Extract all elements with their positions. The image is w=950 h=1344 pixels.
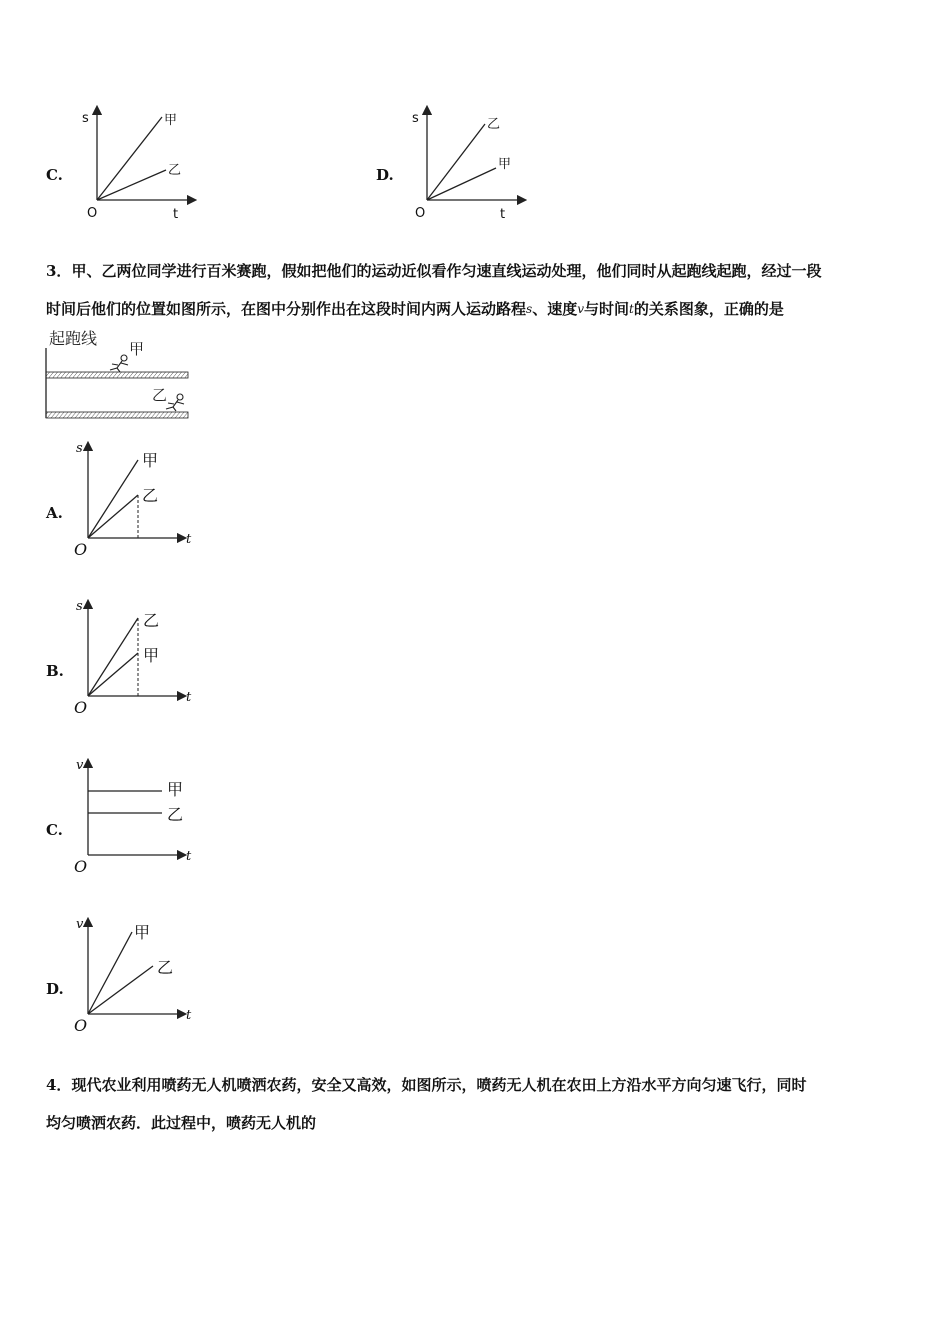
origin-label: O [74,540,88,558]
lower-line-label: 甲 [143,646,160,665]
prev-option-c-graph [70,100,200,225]
x-axis-label: t [173,207,179,222]
lower-line-label: 乙 [167,805,184,824]
line-upper [88,460,138,538]
runner-b-label: 乙 [152,386,168,404]
line-lower [97,170,166,200]
prev-option-d-graph [400,100,530,225]
runner-a-icon [110,355,128,372]
lower-line-label: 乙 [168,163,182,178]
x-axis-label: t [186,849,192,864]
line-lower [88,495,138,538]
option-b-label: B. [46,662,64,680]
y-axis-label: s [412,111,419,126]
question-4-number: 4． [46,1076,72,1094]
lower-line-label: 甲 [498,157,512,172]
question-3-number: 3． [46,262,72,280]
y-axis-label: s [82,111,89,126]
var-s: s [526,302,533,316]
question-3-line2-a: 时间后他们的位置如图所示，在图中分别作出在这段时间内两人运动路程 [46,300,527,318]
line-lower [88,653,138,696]
upper-line-label: 甲 [167,780,184,799]
upper-line-label: 乙 [143,611,160,630]
var-v: v [577,302,584,316]
var-t: t [629,302,634,316]
line-upper [97,117,162,200]
question-4-text [46,1066,916,1142]
origin-label: O [74,857,88,875]
question-3-line2-d: 的关系图象，正确的是 [633,300,784,318]
upper-line-label: 乙 [487,117,501,132]
origin-label: O [74,698,88,716]
option-a-label: A. [46,504,63,522]
y-axis-label: v [76,917,84,932]
race-track-figure [44,326,194,424]
question-3-line1: 甲、乙两位同学进行百米赛跑，假如把他们的运动近似看作匀速直线运动处理，他们同时从起跑线起跑，经过一段 [71,262,822,280]
origin-label: O [87,206,98,221]
option-c-label: C. [46,821,63,839]
upper-line-label: 甲 [134,923,151,942]
x-axis-label: t [186,532,192,547]
y-axis-label: s [76,599,83,614]
runner-a-label: 甲 [129,340,145,358]
upper-line-label: 甲 [142,451,159,470]
runner-b-icon [166,394,184,411]
x-axis-label: t [186,1008,192,1023]
prev-option-d-label: D. [376,166,394,184]
track-bottom [46,412,188,418]
y-axis-label: s [76,441,83,456]
lower-line-label: 乙 [142,486,159,505]
question-4-line1: 现代农业利用喷药无人机喷洒农药，安全又高效，如图所示，喷药无人机在农田上方沿水平方向匀速飞行，同时 [71,1076,807,1094]
lower-line-label: 乙 [157,958,174,977]
option-d-graph [70,914,200,1034]
line-lower [427,168,496,200]
start-line-label: 起跑线 [49,329,98,348]
line-lower [88,966,153,1014]
question-4-line2: 均匀喷洒农药．此过程中，喷药无人机的 [46,1114,317,1132]
y-axis-label: v [76,758,84,773]
x-axis-label: t [500,207,506,222]
question-3-line2-c: 与时间 [583,300,629,318]
option-c-graph [70,755,200,875]
option-d-label: D. [46,980,64,998]
origin-label: O [74,1016,88,1034]
question-3-text [46,252,916,328]
x-axis-label: t [186,690,192,705]
upper-line-label: 甲 [164,113,178,128]
question-3-line2-b: 、速度 [532,300,578,318]
line-upper [427,124,485,200]
track-divider [46,372,188,378]
prev-option-c-label: C. [46,166,63,184]
option-a-graph [70,438,200,558]
line-upper [88,932,132,1014]
line-upper [88,618,138,696]
option-b-graph [70,596,200,716]
origin-label: O [415,206,426,221]
